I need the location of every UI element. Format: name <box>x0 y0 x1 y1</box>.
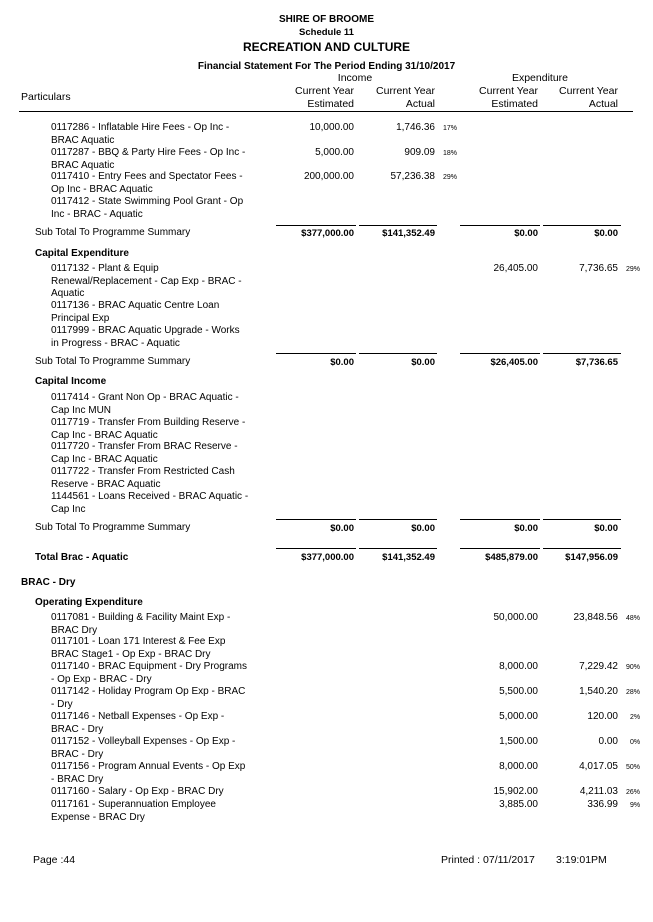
expenditure-percent: 0% <box>630 739 641 746</box>
expenditure-estimated-value: 1,500.00 <box>499 736 538 747</box>
subtotal-rule <box>276 225 356 226</box>
subtotal-label: Sub Total To Programme Summary <box>35 356 191 367</box>
income-actual-value: 1,746.36 <box>396 122 435 133</box>
program-heading: BRAC - Dry <box>21 577 76 588</box>
income-percent: 29% <box>443 174 458 181</box>
subtotal-income-actual: $0.00 <box>411 523 435 534</box>
report-subtitle: Financial Statement For The Period Ending 31/10/2017 <box>197 61 456 72</box>
line-item: 0117722 - Transfer From Restricted Cash Reserve - BRAC Aquatic <box>51 466 235 490</box>
line-item: 0117152 - Volleyball Expenses - Op Exp - BRAC - Dry <box>51 736 236 760</box>
total-rule <box>276 548 356 549</box>
section-heading: Operating Expenditure <box>35 597 143 608</box>
subtotal-rule <box>359 353 437 354</box>
total-expenditure-actual: $147,956.09 <box>565 552 618 563</box>
line-item: 0117140 - BRAC Equipment - Dry Programs - Op Exp - BRAC - Dry <box>51 661 248 685</box>
subtotal-income-actual: $141,352.49 <box>382 228 435 239</box>
subtotal-rule <box>460 353 540 354</box>
particulars-heading: Particulars <box>21 91 71 103</box>
subtotal-expenditure-actual: $7,736.65 <box>575 357 618 368</box>
income-estimated-value: 200,000.00 <box>303 171 354 182</box>
page-number: Page :44 <box>33 854 76 866</box>
line-item: 0117146 - Netball Expenses - Op Exp - BRAC - Dry <box>51 711 225 735</box>
line-item: 0117136 - BRAC Aquatic Centre Loan Principal Exp <box>51 300 220 324</box>
total-rule <box>359 548 437 549</box>
subtotal-label: Sub Total To Programme Summary <box>35 522 191 533</box>
line-item: 0117286 - Inflatable Hire Fees - Op Inc - BRAC Aquatic <box>51 122 230 146</box>
subtotal-rule <box>359 519 437 520</box>
subtotal-expenditure-actual: $0.00 <box>594 523 618 534</box>
income-actual-value: 57,236.38 <box>390 171 435 182</box>
subtotal-income-actual: $0.00 <box>411 357 435 368</box>
subtotal-income-estimated: $0.00 <box>330 357 354 368</box>
expenditure-percent: 9% <box>630 802 641 809</box>
expenditure-actual-value: 23,848.56 <box>573 612 618 623</box>
line-item: 0117287 - BBQ & Party Hire Fees - Op Inc - BRAC Aquatic <box>51 147 246 171</box>
expenditure-estimated-value: 8,000.00 <box>499 661 538 672</box>
subtotal-rule <box>460 225 540 226</box>
expenditure-actual-value: 1,540.20 <box>579 686 618 697</box>
income-percent: 17% <box>443 125 458 132</box>
printed-time: 3:19:01PM <box>556 854 607 866</box>
subtotal-expenditure-actual: $0.00 <box>594 228 618 239</box>
expenditure-percent: 28% <box>626 689 641 696</box>
line-item: 0117412 - State Swimming Pool Grant - Op Inc - BRAC - Aquatic <box>51 196 244 220</box>
printed-date: Printed : 07/11/2017 <box>441 854 535 866</box>
heading-line-1: Current Year <box>376 85 435 97</box>
expenditure-estimated-value: 5,500.00 <box>499 686 538 697</box>
expenditure-percent: 2% <box>630 714 641 721</box>
expenditure-estimated-value: 26,405.00 <box>493 263 538 274</box>
expenditure-estimated-value: 50,000.00 <box>493 612 538 623</box>
line-item: 1144561 - Loans Received - BRAC Aquatic - Cap Inc <box>51 491 249 515</box>
org-name: SHIRE OF BROOME <box>278 14 374 25</box>
income-percent: 18% <box>443 150 458 157</box>
subtotal-expenditure-estimated: $26,405.00 <box>490 357 538 368</box>
line-item: 0117142 - Holiday Program Op Exp - BRAC - Dry <box>51 686 246 710</box>
line-item: 0117720 - Transfer From BRAC Reserve - Cap Inc - BRAC Aquatic <box>51 441 238 465</box>
expenditure-actual-value: 120.00 <box>587 711 618 722</box>
line-item: 0117156 - Program Annual Events - Op Exp - BRAC Dry <box>51 761 246 785</box>
subtotal-rule <box>543 519 621 520</box>
expenditure-estimated-value: 15,902.00 <box>493 786 538 797</box>
expenditure-actual-value: 7,229.42 <box>579 661 618 672</box>
subtotal-income-estimated: $0.00 <box>330 523 354 534</box>
expenditure-percent: 26% <box>626 789 641 796</box>
heading-line-2: Estimated <box>491 98 538 110</box>
heading-line-2: Actual <box>405 98 435 110</box>
expenditure-actual-value: 7,736.65 <box>579 263 618 274</box>
section-heading: Capital Income <box>35 376 107 387</box>
total-expenditure-estimated: $485,879.00 <box>485 552 538 563</box>
total-income-actual: $141,352.49 <box>382 552 435 563</box>
total-rule <box>543 548 621 549</box>
total-income-estimated: $377,000.00 <box>301 552 354 563</box>
subtotal-label: Sub Total To Programme Summary <box>35 227 191 238</box>
expenditure-estimated-value: 5,000.00 <box>499 711 538 722</box>
line-item: 0117161 - Superannuation Employee Expense - BRAC Dry <box>51 799 216 823</box>
subtotal-rule <box>359 225 437 226</box>
subtotal-rule <box>543 225 621 226</box>
expenditure-actual-value: 336.99 <box>587 799 618 810</box>
line-item: 0117414 - Grant Non Op - BRAC Aquatic - Cap Inc MUN <box>51 392 239 416</box>
line-item: 0117081 - Building & Facility Maint Exp - BRAC Dry <box>51 612 231 636</box>
line-item: 0117719 - Transfer From Building Reserve - Cap Inc - BRAC Aquatic <box>51 417 246 441</box>
total-rule <box>460 548 540 549</box>
expenditure-percent: 90% <box>626 664 641 671</box>
line-item: 0117101 - Loan 171 Interest & Fee Exp BRAC Stage1 - Op Exp - BRAC Dry <box>51 636 226 660</box>
income-group-heading: Income <box>337 72 373 84</box>
income-actual-heading <box>325 85 435 111</box>
line-item: 0117999 - BRAC Aquatic Upgrade - Works in Progress - BRAC - Aquatic <box>51 325 240 349</box>
heading-line-1: Current Year <box>479 85 538 97</box>
expenditure-estimated-value: 8,000.00 <box>499 761 538 772</box>
income-estimated-value: 5,000.00 <box>315 147 354 158</box>
subtotal-rule <box>276 519 356 520</box>
heading-line-1: Current Year <box>295 85 354 97</box>
line-item: 0117132 - Plant & Equip Renewal/Replacement - Cap Exp - BRAC - Aquatic <box>51 263 242 299</box>
subtotal-rule <box>543 353 621 354</box>
line-item: 0117160 - Salary - Op Exp - BRAC Dry <box>51 786 224 797</box>
expenditure-actual-heading <box>508 85 618 111</box>
income-estimated-value: 10,000.00 <box>309 122 354 133</box>
subtotal-expenditure-estimated: $0.00 <box>514 523 538 534</box>
expenditure-actual-value: 4,017.05 <box>579 761 618 772</box>
income-actual-value: 909.09 <box>404 147 435 158</box>
line-item: 0117410 - Entry Fees and Spectator Fees - Op Inc - BRAC Aquatic <box>51 171 243 195</box>
subtotal-rule <box>460 519 540 520</box>
section-heading: Capital Expenditure <box>35 248 129 259</box>
expenditure-actual-value: 0.00 <box>598 736 618 747</box>
heading-line-2: Estimated <box>307 98 354 110</box>
heading-line-2: Actual <box>588 98 618 110</box>
expenditure-percent: 50% <box>626 764 641 771</box>
expenditure-percent: 48% <box>626 615 641 622</box>
subtotal-expenditure-estimated: $0.00 <box>514 228 538 239</box>
expenditure-group-heading: Expenditure <box>511 72 569 84</box>
expenditure-actual-value: 4,211.03 <box>579 786 618 797</box>
total-label: Total Brac - Aquatic <box>35 552 129 563</box>
expenditure-percent: 29% <box>626 266 641 273</box>
heading-line-1: Current Year <box>559 85 618 97</box>
subtotal-rule <box>276 353 356 354</box>
header-rule <box>19 111 633 112</box>
subtotal-income-estimated: $377,000.00 <box>301 228 354 239</box>
expenditure-estimated-value: 3,885.00 <box>499 799 538 810</box>
schedule-number: Schedule 11 <box>299 27 354 38</box>
report-title: RECREATION AND CULTURE <box>242 40 411 54</box>
